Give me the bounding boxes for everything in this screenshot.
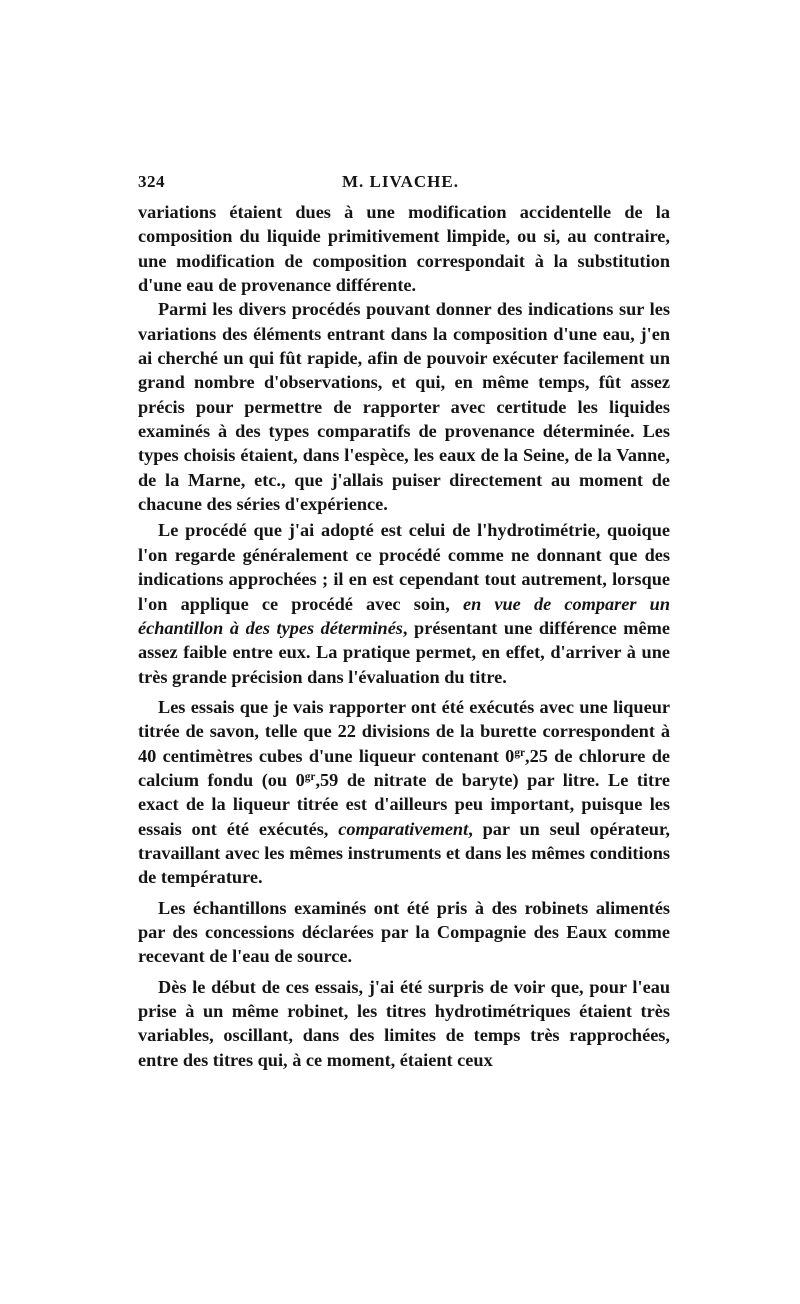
body-text xyxy=(138,200,670,1072)
running-head xyxy=(138,172,670,196)
paragraph-observations: Dès le début de ces essais, j'ai été surpris de voir que, pour l'eau prise à un même robinet, les titres hydrotimétriques étaient très variables, oscillant, dans des limites de temps très rapprochées, entre des titres qui, à ce moment, étaient ceux xyxy=(138,976,670,1070)
page-number: 324 xyxy=(138,172,165,191)
paragraph-soap-liquor xyxy=(138,695,670,890)
paragraph-samples: Les échantillons examinés ont été pris à des robinets alimentés par des concessions déclarées par la Compagnie des Eaux comme recevant de l'eau de source. xyxy=(138,897,670,967)
running-title-author: M. LIVACHE. xyxy=(342,172,459,191)
paragraph-methods: Parmi les divers procédés pouvant donner des indications sur les variations des éléments entrant dans la composition d'une eau, j'en ai cherché un qui fût rapide, afin de pouvoir exécuter facilement un grand nombre d'observations, et qui, en même temps, fût assez précis pour permettre de rapporter avec certitude les liquides examinés à des types comparatifs de provenance déterminée. Les types choisis étaient, dans l'espèce, les eaux de la Seine, de la Vanne, de la Marne, etc., que j'allais puiser directement au moment de chacune des séries d'expérience. xyxy=(138,299,670,515)
italic-phrase: en vue de comparer un échantillon à des types déterminés xyxy=(138,593,670,638)
text-run: ,25 de chlorure de calcium fondu (ou 0 xyxy=(138,745,670,790)
text-run: , présentant une différence même assez faible entre eux. La pratique permet, en effet, d'arriver à une très grande précision dans l'évaluation du titre. xyxy=(138,617,670,687)
unit-superscript: gr xyxy=(514,746,526,759)
text-run: , par un seul opérateur, travaillant avec les mêmes instruments et dans les mêmes conditions de température. xyxy=(138,818,670,888)
italic-word: comparativement xyxy=(338,818,469,839)
unit-superscript: gr xyxy=(304,770,316,783)
paragraph-hydrotimetry xyxy=(138,518,670,688)
text-run: ,59 de nitrate de baryte) par litre. Le titre exact de la liqueur titrée est d'ailleurs peu important, puisque les essais ont été exécutés, xyxy=(138,769,670,839)
text-run: Le procédé que j'ai adopté est celui de l'hydrotimétrie, quoique l'on regarde généralement ce procédé comme ne donnant que des indications approchées ; il en est cependant tout autrement, lorsque l'on applique ce procédé avec soin, xyxy=(138,520,670,614)
text-run: Les essais que je vais rapporter ont été exécutés avec une liqueur titrée de savon, telle que 22 divisions de la burette correspondent à 40 centimètres cubes d'une liqueur contenant 0 xyxy=(138,696,670,766)
paragraph-continuation: variations étaient dues à une modification accidentelle de la composition du liquide primitivement limpide, ou si, au contraire, une modification de composition correspondait à la substitution d'une eau de provenance différente. xyxy=(138,202,670,296)
